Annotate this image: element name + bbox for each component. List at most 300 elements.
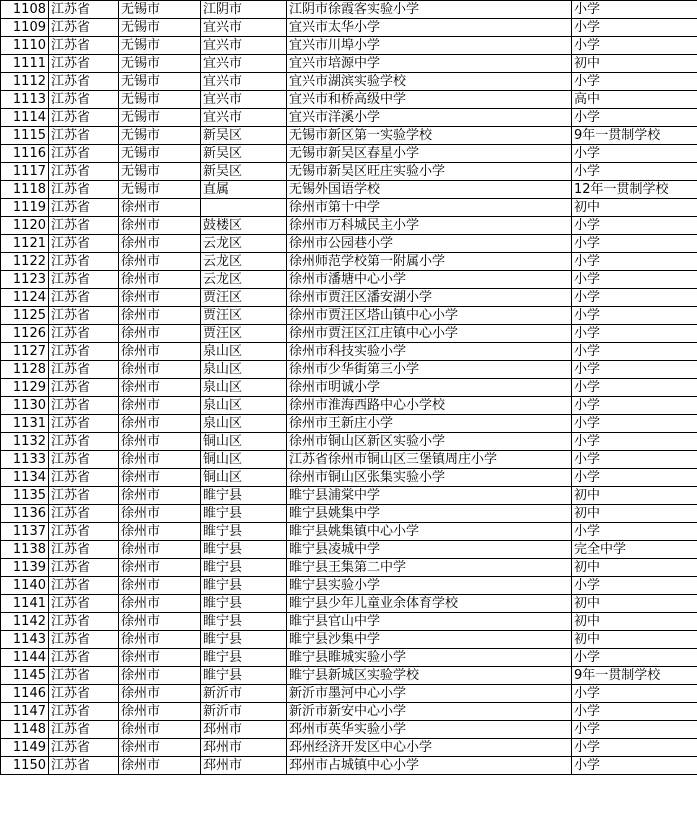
- school-name-cell[interactable]: 徐州市贾汪区塔山镇中心小学: [287, 307, 572, 325]
- school-type-cell[interactable]: 高中: [572, 91, 697, 109]
- district-cell[interactable]: 铜山区: [201, 433, 287, 451]
- city-cell[interactable]: 无锡市: [119, 181, 201, 199]
- table-row: [1, 325, 697, 343]
- table-row: [1, 19, 697, 37]
- school-name-cell[interactable]: 睢宁县凌城中学: [287, 541, 572, 559]
- school-type-cell[interactable]: 小学: [572, 343, 697, 361]
- district-cell[interactable]: 邳州市: [201, 757, 287, 775]
- table-row: [1, 271, 697, 289]
- row-id-cell[interactable]: 1108: [1, 1, 49, 19]
- city-cell[interactable]: 徐州市: [119, 451, 201, 469]
- district-cell[interactable]: 江阴市: [201, 1, 287, 19]
- city-cell[interactable]: 徐州市: [119, 235, 201, 253]
- school-name-cell[interactable]: 江苏省徐州市铜山区三堡镇周庄小学: [287, 451, 572, 469]
- row-id-cell[interactable]: 1149: [1, 739, 49, 757]
- province-cell[interactable]: 江苏省: [49, 595, 119, 613]
- province-cell[interactable]: 江苏省: [49, 703, 119, 721]
- school-type-cell[interactable]: 初中: [572, 631, 697, 649]
- school-name-cell[interactable]: 宜兴市太华小学: [287, 19, 572, 37]
- school-type-cell[interactable]: 小学: [572, 523, 697, 541]
- school-name-cell[interactable]: 睢宁县浦棠中学: [287, 487, 572, 505]
- school-name-cell[interactable]: 徐州市少华街第三小学: [287, 361, 572, 379]
- table-row: [1, 181, 697, 199]
- district-cell[interactable]: 直属: [201, 181, 287, 199]
- city-cell[interactable]: 徐州市: [119, 271, 201, 289]
- province-cell[interactable]: 江苏省: [49, 613, 119, 631]
- table-row: [1, 361, 697, 379]
- province-cell[interactable]: 江苏省: [49, 433, 119, 451]
- table-row: [1, 145, 697, 163]
- district-cell[interactable]: 宜兴市: [201, 19, 287, 37]
- city-cell[interactable]: 徐州市: [119, 757, 201, 775]
- district-cell[interactable]: 宜兴市: [201, 55, 287, 73]
- row-id-cell[interactable]: 1141: [1, 595, 49, 613]
- city-cell[interactable]: 无锡市: [119, 55, 201, 73]
- table-row: [1, 379, 697, 397]
- school-name-cell[interactable]: 无锡市新区第一实验学校: [287, 127, 572, 145]
- school-type-cell[interactable]: 初中: [572, 505, 697, 523]
- school-type-cell[interactable]: 初中: [572, 55, 697, 73]
- table-row: [1, 163, 697, 181]
- province-cell[interactable]: 江苏省: [49, 649, 119, 667]
- school-name-cell[interactable]: 无锡外国语学校: [287, 181, 572, 199]
- city-cell[interactable]: 徐州市: [119, 415, 201, 433]
- district-cell[interactable]: 新沂市: [201, 685, 287, 703]
- province-cell[interactable]: 江苏省: [49, 505, 119, 523]
- province-cell[interactable]: 江苏省: [49, 523, 119, 541]
- school-type-cell[interactable]: 小学: [572, 451, 697, 469]
- table-row: [1, 217, 697, 235]
- table-row: [1, 289, 697, 307]
- district-cell[interactable]: 泉山区: [201, 343, 287, 361]
- row-id-cell[interactable]: 1112: [1, 73, 49, 91]
- city-cell[interactable]: 徐州市: [119, 649, 201, 667]
- city-cell[interactable]: 徐州市: [119, 505, 201, 523]
- district-cell[interactable]: 云龙区: [201, 271, 287, 289]
- school-name-cell[interactable]: 睢宁县姚集中学: [287, 505, 572, 523]
- district-cell[interactable]: 睢宁县: [201, 505, 287, 523]
- row-id-cell[interactable]: 1121: [1, 235, 49, 253]
- row-id-cell[interactable]: 1150: [1, 757, 49, 775]
- city-cell[interactable]: 无锡市: [119, 145, 201, 163]
- table-row: [1, 649, 697, 667]
- province-cell[interactable]: 江苏省: [49, 325, 119, 343]
- district-cell[interactable]: 新沂市: [201, 703, 287, 721]
- table-row: [1, 451, 697, 469]
- province-cell[interactable]: 江苏省: [49, 487, 119, 505]
- school-type-cell[interactable]: 小学: [572, 577, 697, 595]
- district-cell[interactable]: 睢宁县: [201, 541, 287, 559]
- school-type-cell[interactable]: 12年一贯制学校: [572, 181, 697, 199]
- row-id-cell[interactable]: 1116: [1, 145, 49, 163]
- province-cell[interactable]: 江苏省: [49, 667, 119, 685]
- row-id-cell[interactable]: 1143: [1, 631, 49, 649]
- row-id-cell[interactable]: 1135: [1, 487, 49, 505]
- table-row: [1, 541, 697, 559]
- table-row: [1, 109, 697, 127]
- city-cell[interactable]: 徐州市: [119, 487, 201, 505]
- district-cell[interactable]: 宜兴市: [201, 37, 287, 55]
- city-cell[interactable]: 徐州市: [119, 595, 201, 613]
- school-type-cell[interactable]: 小学: [572, 703, 697, 721]
- row-id-cell[interactable]: 1109: [1, 19, 49, 37]
- school-type-cell[interactable]: 小学: [572, 253, 697, 271]
- district-cell[interactable]: 邳州市: [201, 721, 287, 739]
- row-id-cell[interactable]: 1125: [1, 307, 49, 325]
- school-type-cell[interactable]: 完全中学: [572, 541, 697, 559]
- school-type-cell[interactable]: 小学: [572, 469, 697, 487]
- district-cell[interactable]: 铜山区: [201, 469, 287, 487]
- district-cell[interactable]: 贾汪区: [201, 289, 287, 307]
- school-type-cell[interactable]: 小学: [572, 271, 697, 289]
- row-id-cell[interactable]: 1124: [1, 289, 49, 307]
- table-row: [1, 397, 697, 415]
- school-type-cell[interactable]: 初中: [572, 595, 697, 613]
- province-cell[interactable]: 江苏省: [49, 253, 119, 271]
- school-type-cell[interactable]: 小学: [572, 757, 697, 775]
- city-cell[interactable]: 徐州市: [119, 631, 201, 649]
- school-name-cell[interactable]: 江阴市徐霞客实验小学: [287, 1, 572, 19]
- school-name-cell[interactable]: 睢宁县实验小学: [287, 577, 572, 595]
- row-id-cell[interactable]: 1148: [1, 721, 49, 739]
- city-cell[interactable]: 无锡市: [119, 127, 201, 145]
- school-type-cell[interactable]: 小学: [572, 415, 697, 433]
- city-cell[interactable]: 无锡市: [119, 91, 201, 109]
- row-id-cell[interactable]: 1138: [1, 541, 49, 559]
- district-cell[interactable]: 睢宁县: [201, 613, 287, 631]
- row-id-cell[interactable]: 1140: [1, 577, 49, 595]
- province-cell[interactable]: 江苏省: [49, 163, 119, 181]
- row-id-cell[interactable]: 1145: [1, 667, 49, 685]
- school-name-cell[interactable]: 睢宁县新城区实验学校: [287, 667, 572, 685]
- table-row: [1, 487, 697, 505]
- school-name-cell[interactable]: 邳州经济开发区中心小学: [287, 739, 572, 757]
- table-row: [1, 307, 697, 325]
- school-type-cell[interactable]: 小学: [572, 379, 697, 397]
- school-name-cell[interactable]: 睢宁县少年儿童业余体育学校: [287, 595, 572, 613]
- city-cell[interactable]: 徐州市: [119, 667, 201, 685]
- school-name-cell[interactable]: 无锡市新吴区旺庄实验小学: [287, 163, 572, 181]
- row-id-cell[interactable]: 1142: [1, 613, 49, 631]
- district-cell[interactable]: [201, 199, 287, 217]
- province-cell[interactable]: 江苏省: [49, 541, 119, 559]
- city-cell[interactable]: 徐州市: [119, 199, 201, 217]
- school-type-cell[interactable]: 9年一贯制学校: [572, 127, 697, 145]
- table-body: [1, 1, 697, 775]
- city-cell[interactable]: 徐州市: [119, 469, 201, 487]
- city-cell[interactable]: 徐州市: [119, 541, 201, 559]
- school-name-cell[interactable]: 徐州市王新庄小学: [287, 415, 572, 433]
- table-row: [1, 721, 697, 739]
- school-type-cell[interactable]: 小学: [572, 325, 697, 343]
- school-name-cell[interactable]: 徐州市淮海西路中心小学校: [287, 397, 572, 415]
- table-row: [1, 253, 697, 271]
- city-cell[interactable]: 徐州市: [119, 361, 201, 379]
- school-type-cell[interactable]: 小学: [572, 433, 697, 451]
- city-cell[interactable]: 徐州市: [119, 307, 201, 325]
- province-cell[interactable]: 江苏省: [49, 577, 119, 595]
- province-cell[interactable]: 江苏省: [49, 631, 119, 649]
- province-cell[interactable]: 江苏省: [49, 235, 119, 253]
- table-row: [1, 703, 697, 721]
- school-name-cell[interactable]: 徐州师范学校第一附属小学: [287, 253, 572, 271]
- row-id-cell[interactable]: 1113: [1, 91, 49, 109]
- school-type-cell[interactable]: 小学: [572, 37, 697, 55]
- province-cell[interactable]: 江苏省: [49, 1, 119, 19]
- table-row: [1, 613, 697, 631]
- row-id-cell[interactable]: 1146: [1, 685, 49, 703]
- school-type-cell[interactable]: 小学: [572, 145, 697, 163]
- district-cell[interactable]: 新吴区: [201, 127, 287, 145]
- province-cell[interactable]: 江苏省: [49, 739, 119, 757]
- province-cell[interactable]: 江苏省: [49, 307, 119, 325]
- row-id-cell[interactable]: 1118: [1, 181, 49, 199]
- school-type-cell[interactable]: 小学: [572, 1, 697, 19]
- city-cell[interactable]: 无锡市: [119, 109, 201, 127]
- district-cell[interactable]: 泉山区: [201, 415, 287, 433]
- district-cell[interactable]: 宜兴市: [201, 91, 287, 109]
- school-name-cell[interactable]: 徐州市公园巷小学: [287, 235, 572, 253]
- school-name-cell[interactable]: 新沂市墨河中心小学: [287, 685, 572, 703]
- table-row: [1, 343, 697, 361]
- school-type-cell[interactable]: 初中: [572, 487, 697, 505]
- row-id-cell[interactable]: 1136: [1, 505, 49, 523]
- row-id-cell[interactable]: 1111: [1, 55, 49, 73]
- school-name-cell[interactable]: 宜兴市培源中学: [287, 55, 572, 73]
- district-cell[interactable]: 泉山区: [201, 379, 287, 397]
- row-id-cell[interactable]: 1147: [1, 703, 49, 721]
- table-row: [1, 433, 697, 451]
- school-type-cell[interactable]: 小学: [572, 307, 697, 325]
- row-id-cell[interactable]: 1110: [1, 37, 49, 55]
- city-cell[interactable]: 徐州市: [119, 343, 201, 361]
- school-name-cell[interactable]: 邳州市占城镇中心小学: [287, 757, 572, 775]
- table-row: [1, 127, 697, 145]
- province-cell[interactable]: 江苏省: [49, 181, 119, 199]
- table-row: [1, 235, 697, 253]
- school-type-cell[interactable]: 小学: [572, 397, 697, 415]
- province-cell[interactable]: 江苏省: [49, 199, 119, 217]
- school-type-cell[interactable]: 初中: [572, 199, 697, 217]
- province-cell[interactable]: 江苏省: [49, 469, 119, 487]
- school-type-cell[interactable]: 小学: [572, 235, 697, 253]
- city-cell[interactable]: 无锡市: [119, 19, 201, 37]
- row-id-cell[interactable]: 1137: [1, 523, 49, 541]
- school-type-cell[interactable]: 小学: [572, 73, 697, 91]
- city-cell[interactable]: 徐州市: [119, 397, 201, 415]
- city-cell[interactable]: 徐州市: [119, 721, 201, 739]
- table-row: [1, 739, 697, 757]
- table-row: [1, 667, 697, 685]
- city-cell[interactable]: 徐州市: [119, 685, 201, 703]
- district-cell[interactable]: 泉山区: [201, 361, 287, 379]
- table-row: [1, 505, 697, 523]
- school-name-cell[interactable]: 徐州市贾汪区江庄镇中心小学: [287, 325, 572, 343]
- province-cell[interactable]: 江苏省: [49, 91, 119, 109]
- school-type-cell[interactable]: 小学: [572, 163, 697, 181]
- row-id-cell[interactable]: 1122: [1, 253, 49, 271]
- row-id-cell[interactable]: 1131: [1, 415, 49, 433]
- city-cell[interactable]: 徐州市: [119, 217, 201, 235]
- school-type-cell[interactable]: 小学: [572, 109, 697, 127]
- city-cell[interactable]: 徐州市: [119, 577, 201, 595]
- city-cell[interactable]: 徐州市: [119, 253, 201, 271]
- row-id-cell[interactable]: 1115: [1, 127, 49, 145]
- province-cell[interactable]: 江苏省: [49, 397, 119, 415]
- school-type-cell[interactable]: 小学: [572, 649, 697, 667]
- city-cell[interactable]: 徐州市: [119, 325, 201, 343]
- province-cell[interactable]: 江苏省: [49, 343, 119, 361]
- school-name-cell[interactable]: 邳州市英华实验小学: [287, 721, 572, 739]
- school-type-cell[interactable]: 小学: [572, 361, 697, 379]
- table-row: [1, 1, 697, 19]
- province-cell[interactable]: 江苏省: [49, 109, 119, 127]
- city-cell[interactable]: 徐州市: [119, 739, 201, 757]
- city-cell[interactable]: 徐州市: [119, 559, 201, 577]
- city-cell[interactable]: 无锡市: [119, 73, 201, 91]
- district-cell[interactable]: 睢宁县: [201, 487, 287, 505]
- table-row: [1, 199, 697, 217]
- school-name-cell[interactable]: 新沂市新安中心小学: [287, 703, 572, 721]
- table-row: [1, 577, 697, 595]
- row-id-cell[interactable]: 1132: [1, 433, 49, 451]
- school-name-cell[interactable]: 睢宁县官山中学: [287, 613, 572, 631]
- school-name-cell[interactable]: 宜兴市川埠小学: [287, 37, 572, 55]
- province-cell[interactable]: 江苏省: [49, 73, 119, 91]
- school-name-cell[interactable]: 无锡市新吴区春星小学: [287, 145, 572, 163]
- school-name-cell[interactable]: 徐州市科技实验小学: [287, 343, 572, 361]
- district-cell[interactable]: 云龙区: [201, 235, 287, 253]
- province-cell[interactable]: 江苏省: [49, 217, 119, 235]
- school-type-cell[interactable]: 小学: [572, 739, 697, 757]
- row-id-cell[interactable]: 1128: [1, 361, 49, 379]
- province-cell[interactable]: 江苏省: [49, 451, 119, 469]
- row-id-cell[interactable]: 1133: [1, 451, 49, 469]
- table-row: [1, 559, 697, 577]
- school-name-cell[interactable]: 徐州市铜山区张集实验小学: [287, 469, 572, 487]
- city-cell[interactable]: 徐州市: [119, 433, 201, 451]
- school-name-cell[interactable]: 宜兴市洋溪小学: [287, 109, 572, 127]
- district-cell[interactable]: 睢宁县: [201, 667, 287, 685]
- table-row: [1, 469, 697, 487]
- school-name-cell[interactable]: 睢宁县沙集中学: [287, 631, 572, 649]
- school-name-cell[interactable]: 睢宁县王集第二中学: [287, 559, 572, 577]
- school-name-cell[interactable]: 徐州市铜山区新区实验小学: [287, 433, 572, 451]
- province-cell[interactable]: 江苏省: [49, 289, 119, 307]
- district-cell[interactable]: 睢宁县: [201, 523, 287, 541]
- district-cell[interactable]: 铜山区: [201, 451, 287, 469]
- school-name-cell[interactable]: 睢宁县睢城实验小学: [287, 649, 572, 667]
- table-row: [1, 631, 697, 649]
- school-type-cell[interactable]: 小学: [572, 289, 697, 307]
- school-type-cell[interactable]: 小学: [572, 19, 697, 37]
- province-cell[interactable]: 江苏省: [49, 415, 119, 433]
- table-row: [1, 595, 697, 613]
- district-cell[interactable]: 睢宁县: [201, 631, 287, 649]
- row-id-cell[interactable]: 1127: [1, 343, 49, 361]
- district-cell[interactable]: 宜兴市: [201, 73, 287, 91]
- school-name-cell[interactable]: 徐州市潘塘中心小学: [287, 271, 572, 289]
- city-cell[interactable]: 徐州市: [119, 703, 201, 721]
- province-cell[interactable]: 江苏省: [49, 379, 119, 397]
- table-row: [1, 37, 697, 55]
- district-cell[interactable]: 鼓楼区: [201, 217, 287, 235]
- district-cell[interactable]: 睢宁县: [201, 649, 287, 667]
- province-cell[interactable]: 江苏省: [49, 145, 119, 163]
- city-cell[interactable]: 无锡市: [119, 163, 201, 181]
- province-cell[interactable]: 江苏省: [49, 559, 119, 577]
- district-cell[interactable]: 新吴区: [201, 145, 287, 163]
- school-name-cell[interactable]: 徐州市万科城民主小学: [287, 217, 572, 235]
- row-id-cell[interactable]: 1114: [1, 109, 49, 127]
- table-row: [1, 757, 697, 775]
- district-cell[interactable]: 睢宁县: [201, 559, 287, 577]
- province-cell[interactable]: 江苏省: [49, 361, 119, 379]
- city-cell[interactable]: 徐州市: [119, 613, 201, 631]
- row-id-cell[interactable]: 1134: [1, 469, 49, 487]
- row-id-cell[interactable]: 1126: [1, 325, 49, 343]
- table-row: [1, 415, 697, 433]
- province-cell[interactable]: 江苏省: [49, 127, 119, 145]
- row-id-cell[interactable]: 1130: [1, 397, 49, 415]
- school-type-cell[interactable]: 9年一贯制学校: [572, 667, 697, 685]
- table-row: [1, 73, 697, 91]
- school-name-cell[interactable]: 宜兴市和桥高级中学: [287, 91, 572, 109]
- district-cell[interactable]: 睢宁县: [201, 595, 287, 613]
- province-cell[interactable]: 江苏省: [49, 19, 119, 37]
- row-id-cell[interactable]: 1120: [1, 217, 49, 235]
- city-cell[interactable]: 无锡市: [119, 37, 201, 55]
- row-id-cell[interactable]: 1123: [1, 271, 49, 289]
- school-name-cell[interactable]: 宜兴市湖滨实验学校: [287, 73, 572, 91]
- school-type-cell[interactable]: 小学: [572, 685, 697, 703]
- province-cell[interactable]: 江苏省: [49, 55, 119, 73]
- district-cell[interactable]: 贾汪区: [201, 325, 287, 343]
- district-cell[interactable]: 宜兴市: [201, 109, 287, 127]
- district-cell[interactable]: 睢宁县: [201, 577, 287, 595]
- province-cell[interactable]: 江苏省: [49, 37, 119, 55]
- table-row: [1, 523, 697, 541]
- school-name-cell[interactable]: 徐州市明诚小学: [287, 379, 572, 397]
- row-id-cell[interactable]: 1117: [1, 163, 49, 181]
- province-cell[interactable]: 江苏省: [49, 685, 119, 703]
- city-cell[interactable]: 徐州市: [119, 523, 201, 541]
- city-cell[interactable]: 徐州市: [119, 379, 201, 397]
- school-type-cell[interactable]: 初中: [572, 559, 697, 577]
- table-row: [1, 55, 697, 73]
- district-cell[interactable]: 泉山区: [201, 397, 287, 415]
- province-cell[interactable]: 江苏省: [49, 721, 119, 739]
- school-name-cell[interactable]: 睢宁县姚集镇中心小学: [287, 523, 572, 541]
- school-type-cell[interactable]: 初中: [572, 613, 697, 631]
- school-type-cell[interactable]: 小学: [572, 217, 697, 235]
- school-type-cell[interactable]: 小学: [572, 721, 697, 739]
- district-cell[interactable]: 新吴区: [201, 163, 287, 181]
- province-cell[interactable]: 江苏省: [49, 757, 119, 775]
- district-cell[interactable]: 云龙区: [201, 253, 287, 271]
- district-cell[interactable]: 邳州市: [201, 739, 287, 757]
- school-name-cell[interactable]: 徐州市第十中学: [287, 199, 572, 217]
- row-id-cell[interactable]: 1139: [1, 559, 49, 577]
- row-id-cell[interactable]: 1144: [1, 649, 49, 667]
- city-cell[interactable]: 无锡市: [119, 1, 201, 19]
- district-cell[interactable]: 贾汪区: [201, 307, 287, 325]
- city-cell[interactable]: 徐州市: [119, 289, 201, 307]
- row-id-cell[interactable]: 1129: [1, 379, 49, 397]
- province-cell[interactable]: 江苏省: [49, 271, 119, 289]
- school-name-cell[interactable]: 徐州市贾汪区潘安湖小学: [287, 289, 572, 307]
- row-id-cell[interactable]: 1119: [1, 199, 49, 217]
